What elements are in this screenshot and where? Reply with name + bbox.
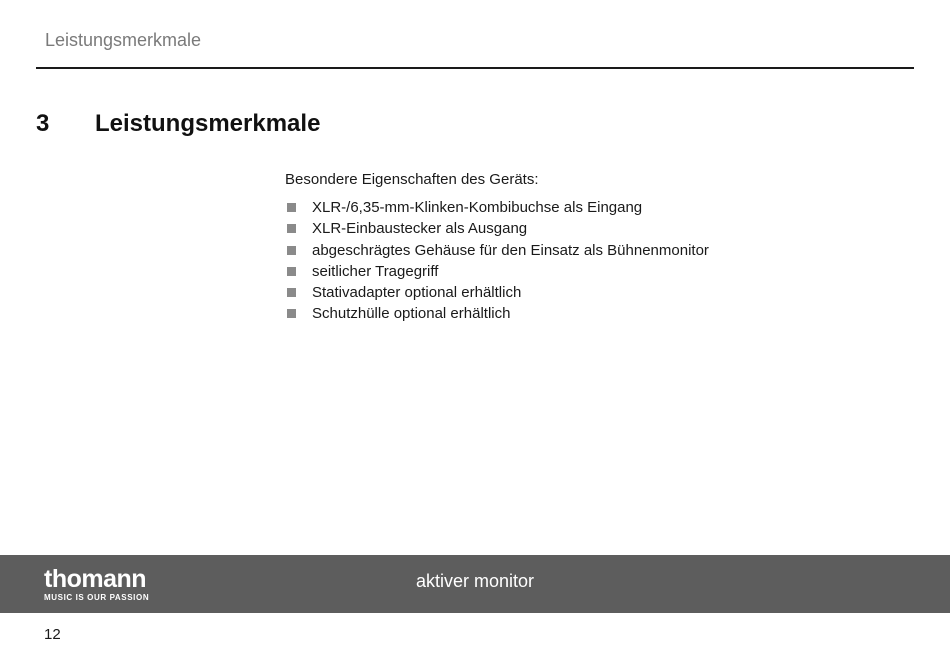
square-bullet-icon: [287, 309, 296, 318]
chapter-title: Leistungsmerkmale: [95, 110, 321, 137]
square-bullet-icon: [287, 246, 296, 255]
square-bullet-icon: [287, 224, 296, 233]
square-bullet-icon: [287, 288, 296, 297]
logo-wordmark: thomann: [44, 565, 147, 593]
logo-tagline: MUSIC IS OUR PASSION: [44, 593, 150, 602]
square-bullet-icon: [287, 203, 296, 212]
feature-text: abgeschrägtes Gehäuse für den Einsatz als Bühnenmonitor: [312, 241, 709, 259]
feature-text: Schutzhülle optional erhältlich: [312, 305, 511, 323]
feature-intro: Besondere Eigenschaften des Geräts:: [285, 171, 539, 188]
feature-text: XLR-/6,35-mm-Klinken-Kombibuchse als Eingang: [312, 199, 643, 216]
feature-text: Stativadapter optional erhältlich: [312, 284, 522, 302]
list-item: [285, 261, 709, 282]
page-number: 12: [44, 626, 61, 643]
square-bullet-icon: [287, 267, 296, 276]
footer-band: [0, 555, 950, 613]
list-item: [285, 240, 709, 261]
product-name: aktiver monitor: [415, 571, 535, 591]
feature-text: seitlicher Tragegriff: [312, 262, 439, 280]
list-item: [285, 197, 709, 218]
running-header: Leistungsmerkmale: [45, 30, 202, 50]
chapter-heading: [36, 110, 320, 138]
list-item: [285, 303, 709, 324]
feature-section: [285, 170, 709, 325]
header-rule: [36, 67, 914, 69]
list-item: [285, 282, 709, 303]
feature-list: [285, 197, 709, 325]
list-item: [285, 218, 709, 239]
feature-text: XLR-Einbaustecker als Ausgang: [312, 220, 528, 238]
chapter-number: 3: [36, 110, 50, 137]
